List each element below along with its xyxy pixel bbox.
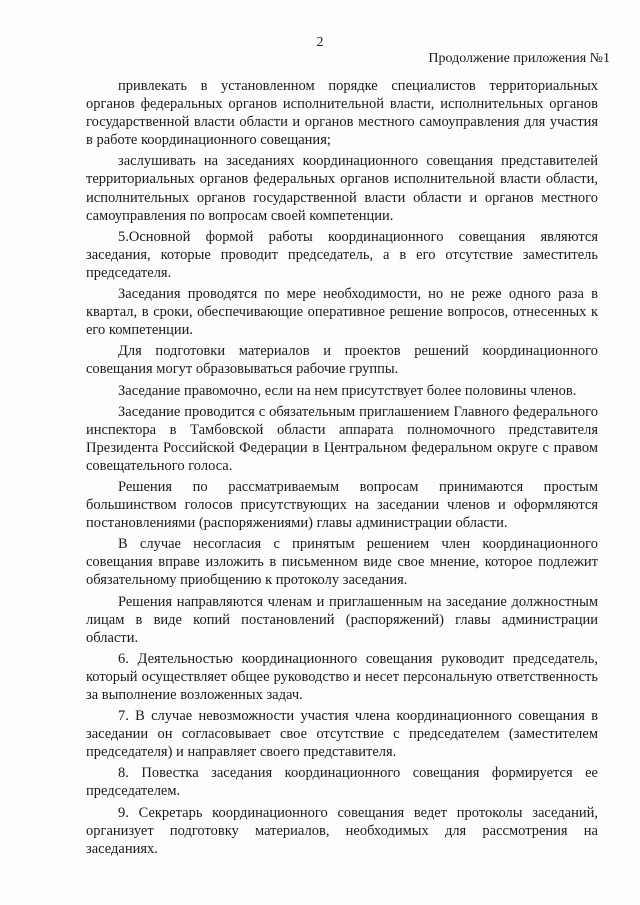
paragraph: Заседание проводится с обязательным приглашением Главного федерального инспектора в Тамбовской области аппарата полномочного представителя Президента Российской Федерации в Центральном федеральном округе с правом совещательного голоса. (86, 403, 598, 474)
paragraph: В случае несогласия с принятым решением член координационного совещания вправе изложить в письменном виде свое мнение, которое подлежит обязательному приобщению к протоколу заседания. (86, 536, 598, 589)
page-number: 2 (316, 35, 324, 50)
paragraph: 8. Повестка заседания координационного совещания формируется ее председателем. (86, 765, 598, 800)
paragraph: 6. Деятельностью координационного совещания руководит председатель, который осуществляет общее руководство и несет персональную ответственность за выполнение возложенных задач. (86, 650, 598, 703)
paragraph: Заседание правомочно, если на нем присутствует более половины членов. (118, 382, 577, 399)
document-body (86, 77, 598, 858)
paragraph: 9. Секретарь координационного совещания ведет протоколы заседаний, организует подготовку материалов, необходимых для рассмотрения на заседаниях. (86, 804, 598, 857)
paragraph: Заседания проводятся по мере необходимости, но не реже одного раза в квартал, в сроки, обеспечивающие оперативное решение вопросов, отнесенных к его компетенции. (86, 286, 598, 339)
paragraph: Решения направляются членам и приглашенным на заседание должностным лицам в виде копий постановлений (распоряжений) главы администрации области. (86, 593, 598, 646)
paragraph: 5.Основной формой работы координационного совещания являются заседания, которые проводит председатель, а в его отсутствие заместитель председателя. (86, 228, 598, 281)
paragraph: 7. В случае невозможности участия члена координационного совещания в заседании он согласовывает свое отсутствие с председателем (заместителем председателя) и направляет своего представителя. (86, 708, 598, 761)
paragraph: Решения по рассматриваемым вопросам принимаются простым большинством голосов присутствующих на заседании членов и оформляются постановлениями (распоряжениями) главы администрации области. (86, 478, 598, 532)
paragraph: заслушивать на заседаниях координационного совещания представителей территориальных органов федеральных органов исполнительной власти области, исполнительных органов государственной власти области и органов местного самоуправления по вопросам своей компетенции. (86, 153, 598, 224)
paragraph: Для подготовки материалов и проектов решений координационного совещания могут образовываться рабочие группы. (86, 343, 598, 378)
running-header: Продолжение приложения №1 (428, 51, 610, 66)
paragraph: привлекать в установленном порядке специалистов территориальных органов федеральных органов исполнительной власти, исполнительных органов государственной власти области и органов местного самоуправления для участия в работе координационного совещания; (86, 78, 598, 149)
